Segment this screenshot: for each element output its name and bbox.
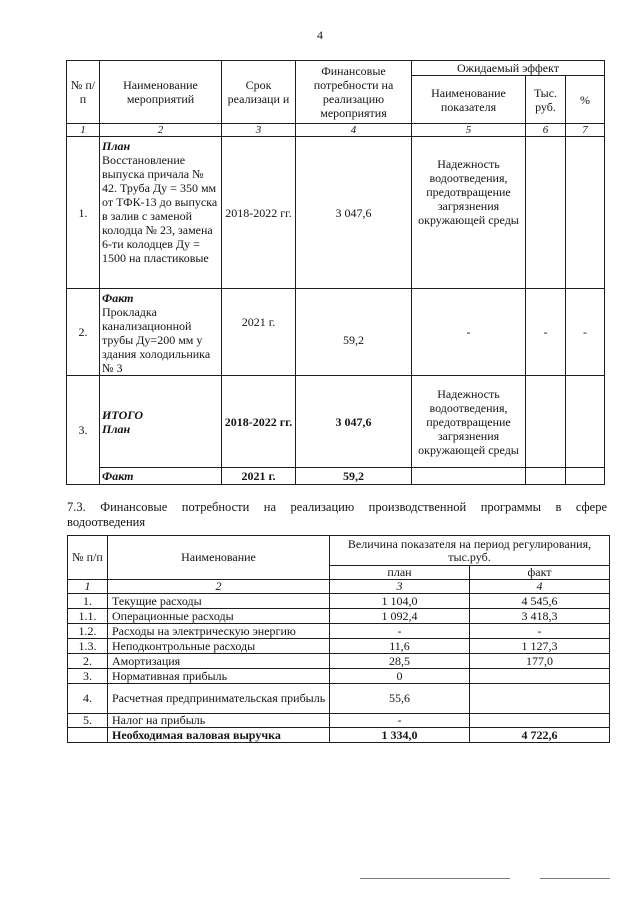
total-plan-label: План	[102, 421, 131, 436]
row-num: 2.	[67, 289, 100, 376]
row-num: 1.3.	[68, 639, 108, 654]
row-name: Неподконтрольные расходы	[108, 639, 330, 654]
row-description	[100, 137, 222, 289]
row-num: 1.2.	[68, 624, 108, 639]
header-num: № п/п	[68, 536, 108, 580]
col-number: 7	[566, 124, 605, 137]
total-row	[68, 728, 610, 743]
total-num: 3.	[67, 376, 100, 485]
row-finance: 59,2	[296, 289, 412, 376]
total-fact-term: 2021 г.	[222, 468, 296, 485]
col-number: 5	[412, 124, 526, 137]
header-percent: %	[566, 76, 605, 124]
row-kind: План	[102, 139, 131, 153]
row-fact: 3 418,3	[470, 609, 610, 624]
col-number: 6	[526, 124, 566, 137]
col-number: 3	[330, 580, 470, 594]
row-thousand	[526, 137, 566, 289]
table-row	[67, 137, 605, 289]
header-value: Величина показателя на период регулирования, тыс.руб.	[330, 536, 610, 566]
col-number: 4	[470, 580, 610, 594]
row-name: Нормативная прибыль	[108, 669, 330, 684]
table-row	[68, 609, 610, 624]
page-number: 4	[317, 28, 323, 42]
row-name: Текущие расходы	[108, 594, 330, 609]
total-plan: 1 334,0	[330, 728, 470, 743]
table-row	[68, 594, 610, 609]
header-plan: план	[330, 566, 470, 580]
row-finance: 3 047,6	[296, 137, 412, 289]
total-plan-term: 2018-2022 гг.	[222, 376, 296, 468]
header-effect: Ожидаемый эффект	[412, 61, 605, 76]
row-percent	[566, 137, 605, 289]
row-desc-text: Прокладка канализационной трубы Ду=200 мм у здания холодильника № 3	[102, 305, 211, 375]
table-row	[68, 684, 610, 714]
row-term: 2018-2022 гг.	[222, 137, 296, 289]
finance-needs-table	[67, 535, 610, 743]
row-name: Операционные расходы	[108, 609, 330, 624]
table-row	[68, 639, 610, 654]
header-num: № п/п	[67, 61, 100, 124]
col-number: 2	[100, 124, 222, 137]
row-name: Амортизация	[108, 654, 330, 669]
header-fact: факт	[470, 566, 610, 580]
row-kind: Факт	[102, 291, 134, 305]
row-num: 2.	[68, 654, 108, 669]
row-fact	[470, 669, 610, 684]
row-plan: -	[330, 624, 470, 639]
row-num: 1.	[68, 594, 108, 609]
row-num: 3.	[68, 669, 108, 684]
row-num: 4.	[68, 684, 108, 714]
row-indicator: -	[412, 289, 526, 376]
total-plan-finance: 3 047,6	[296, 376, 412, 468]
section-heading-line1: 7.3. Финансовые потребности на реализацию производственной программы в сфере	[67, 500, 607, 514]
row-percent: -	[566, 289, 605, 376]
row-indicator: Надежность водоотведения, предотвращение загрязнения окружающей среды	[412, 137, 526, 289]
row-plan: 1 104,0	[330, 594, 470, 609]
header-name: Наименование	[108, 536, 330, 580]
table-row	[68, 669, 610, 684]
row-description	[100, 289, 222, 376]
total-fact: 4 722,6	[470, 728, 610, 743]
row-num: 5.	[68, 714, 108, 728]
row-fact: 1 127,3	[470, 639, 610, 654]
row-fact: 177,0	[470, 654, 610, 669]
row-name: Расчетная предпринимательская прибыль	[108, 684, 330, 714]
row-name: Налог на прибыль	[108, 714, 330, 728]
row-fact: 4 545,6	[470, 594, 610, 609]
col-number: 4	[296, 124, 412, 137]
col-number: 1	[68, 580, 108, 594]
row-num: 1.	[67, 137, 100, 289]
total-label: ИТОГО	[102, 407, 144, 422]
table-row	[68, 654, 610, 669]
total-fact-finance: 59,2	[296, 468, 412, 485]
row-plan: 11,6	[330, 639, 470, 654]
total-indicator: Надежность водоотведения, предотвращение загрязнения окружающей среды	[412, 376, 526, 468]
col-number: 1	[67, 124, 100, 137]
row-fact	[470, 714, 610, 728]
row-plan: -	[330, 714, 470, 728]
row-name: Расходы на электрическую энергию	[108, 624, 330, 639]
total-fact-row	[67, 468, 605, 485]
row-num: 1.1.	[68, 609, 108, 624]
col-number: 3	[222, 124, 296, 137]
section-heading	[67, 500, 607, 530]
measures-table	[66, 60, 605, 485]
row-plan: 28,5	[330, 654, 470, 669]
row-plan: 0	[330, 669, 470, 684]
row-desc-text: Восстановление выпуска причала № 42. Труба Ду = 350 мм от ТФК-13 до выпуска в залив с заменой колодца № 23, замена 6-ти колодцев Ду = 1500 на пластиковые	[102, 153, 218, 265]
total-plan-row	[67, 376, 605, 468]
table-row	[67, 289, 605, 376]
row-thousand: -	[526, 289, 566, 376]
section-heading-line2: водоотведения	[67, 515, 146, 529]
header-finance: Финансовые потребности на реализацию мероприятия	[296, 61, 412, 124]
row-term: 2021 г.	[222, 289, 296, 376]
total-name: Необходимая валовая выручка	[108, 728, 330, 743]
row-fact: -	[470, 624, 610, 639]
table-row	[68, 624, 610, 639]
table-row	[68, 714, 610, 728]
header-term: Срок реализаци и	[222, 61, 296, 124]
header-indicator: Наименование показателя	[412, 76, 526, 124]
total-fact-label: Факт	[100, 468, 222, 485]
header-thousand: Тыс. руб.	[526, 76, 566, 124]
row-fact	[470, 684, 610, 714]
total-label-cell	[100, 376, 222, 468]
row-plan: 1 092,4	[330, 609, 470, 624]
footer-rule	[540, 878, 610, 879]
header-name: Наименование мероприятий	[100, 61, 222, 124]
row-plan: 55,6	[330, 684, 470, 714]
col-number: 2	[108, 580, 330, 594]
footer-rule	[360, 878, 510, 879]
